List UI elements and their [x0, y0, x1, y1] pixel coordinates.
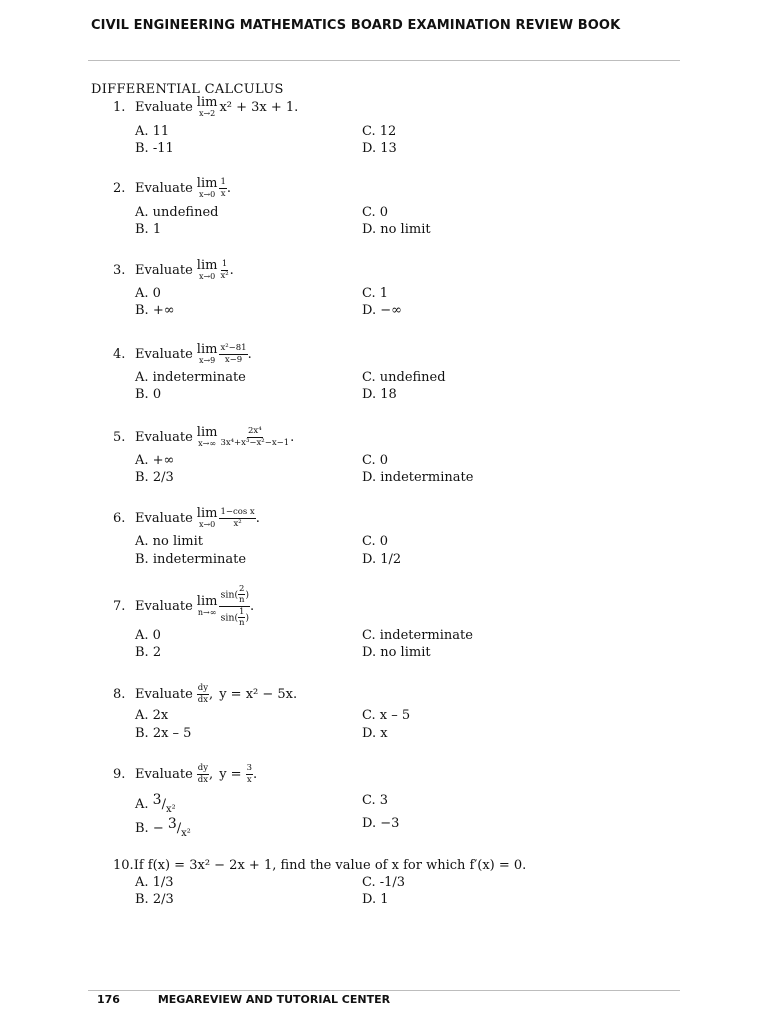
choice-a: A. indeterminate [135, 370, 246, 385]
choice-b: B. 2/3 [135, 470, 174, 485]
question-1 [113, 97, 298, 117]
fraction-denominator: x² [220, 270, 229, 281]
choice-prefix: A. [135, 797, 149, 812]
limit-approach: x→0 [198, 520, 216, 529]
choice-c: C. undefined [362, 370, 446, 385]
limit-word: lim [196, 425, 218, 440]
choice-a: A. undefined [135, 205, 219, 220]
choice-c: C. x – 5 [362, 708, 411, 723]
fraction-numerator: 1 [220, 177, 226, 187]
limit-operator [197, 343, 218, 365]
choice-b: B. 1 [135, 222, 162, 237]
choice-a: A. 0 [135, 628, 161, 643]
question-5 [113, 427, 294, 447]
slash: / [176, 821, 182, 836]
question-number: 2. [113, 180, 126, 196]
choice-c: C. 3 [362, 793, 389, 808]
fraction-numerator: x²−81 [220, 343, 247, 353]
choice-a: A. 11 [135, 124, 170, 139]
fraction [219, 344, 247, 364]
fraction-denominator: x [246, 774, 252, 785]
fraction-denominator: x [220, 188, 226, 199]
question-10 [113, 855, 526, 875]
fraction-numerator: 1 [221, 259, 228, 269]
question-tail: . [290, 429, 295, 445]
choice-a: A. 0 [135, 286, 161, 301]
fraction [246, 764, 253, 784]
fraction-denominator: x−9 [224, 354, 243, 365]
question-number: 1. [113, 99, 126, 115]
choice-b: B. -11 [135, 141, 174, 156]
question-number: 8. [113, 686, 126, 702]
question-number: 9. [113, 766, 126, 782]
choice-d: D. 1 [362, 892, 389, 907]
choice-b: B. 2/3 [135, 892, 174, 907]
choice-d: D. no limit [362, 222, 431, 237]
limit-word: lim [196, 342, 218, 357]
slash-fraction [168, 816, 191, 842]
question-8 [113, 684, 297, 704]
choice-d: D. 18 [362, 387, 397, 402]
question-3 [113, 260, 234, 280]
choice-b: B. 0 [135, 387, 162, 402]
question-number: 6. [113, 510, 126, 526]
slash-fraction [153, 792, 176, 818]
question-number: 7. [113, 598, 126, 614]
limit-operator [197, 177, 218, 199]
limit-operator [197, 426, 218, 448]
question-number: 5. [113, 429, 126, 445]
publisher-name: MEGAREVIEW AND TUTORIAL CENTER [157, 993, 391, 1006]
question-expression: y = [219, 766, 242, 782]
limit-word: lim [196, 176, 218, 191]
question-number: 3. [113, 262, 126, 278]
choice-b [135, 816, 191, 839]
footer-divider [88, 990, 680, 991]
choice-d: D. x [362, 726, 388, 741]
question-tail: . [250, 598, 255, 614]
question-expression: y = x² − 5x. [219, 686, 298, 702]
limit-approach: x→2 [198, 109, 216, 118]
choice-a: A. 1/3 [135, 875, 174, 890]
inner-fraction [238, 585, 245, 605]
question-number: 10. [113, 857, 134, 873]
fraction-numerator: 2x⁴ [248, 426, 262, 436]
question-lead: Evaluate [135, 346, 193, 362]
choice-a: A. +∞ [135, 453, 175, 468]
limit-word: lim [196, 594, 218, 609]
question-lead: Evaluate [135, 262, 193, 278]
choice-prefix: B. − [135, 821, 164, 836]
question-text: If f(x) = 3x² − 2x + 1, find the value of x for which f′(x) = 0. [133, 857, 527, 873]
question-lead: Evaluate [135, 766, 193, 782]
question-tail: . [226, 180, 232, 196]
derivative-fraction [197, 764, 209, 784]
limit-approach: x→0 [198, 272, 216, 281]
question-lead: Evaluate [135, 510, 193, 526]
choice-c: C. 1 [362, 286, 389, 301]
question-tail: . [255, 510, 260, 526]
limit-operator [197, 259, 218, 281]
question-lead: Evaluate [135, 598, 193, 614]
fraction-numerator: dy [197, 683, 209, 693]
inner-numerator: 2 [239, 583, 245, 594]
slash: / [161, 797, 166, 812]
limit-word: lim [196, 258, 218, 273]
limit-word: lim [196, 95, 218, 110]
limit-approach: x→9 [198, 356, 216, 365]
fraction [219, 178, 226, 198]
fraction-numerator: 1−cos x [220, 507, 255, 517]
question-lead: Evaluate [135, 686, 193, 702]
choice-a: A. no limit [135, 534, 204, 549]
choice-d: D. no limit [362, 645, 431, 660]
question-separator: , [209, 766, 214, 782]
question-tail: . [247, 346, 252, 362]
question-lead: Evaluate [135, 180, 193, 196]
book-title: CIVIL ENGINEERING MATHEMATICS BOARD EXAMINATION REVIEW BOOK [91, 18, 621, 33]
fraction-numerator: sin( $\frac{2}{n}$ ) [220, 583, 250, 605]
fraction [219, 585, 250, 628]
header-divider [88, 60, 680, 61]
inner-denominator: n [239, 618, 245, 628]
derivative-fraction [197, 684, 209, 704]
limit-operator [197, 507, 218, 529]
slash-numerator: 3 [152, 792, 162, 808]
question-7 [113, 583, 255, 628]
choice-c: C. 0 [362, 453, 389, 468]
limit-operator [197, 96, 218, 118]
inner-numerator: 1 [239, 606, 245, 617]
choice-b: B. +∞ [135, 303, 175, 318]
question-expression: x² + 3x + 1. [219, 99, 299, 115]
slash-numerator: 3 [167, 816, 177, 832]
choice-b: B. indeterminate [135, 552, 247, 567]
fraction [219, 508, 255, 528]
question-2 [113, 178, 231, 198]
limit-approach: n→∞ [197, 608, 217, 617]
slash-denominator: x² [181, 828, 191, 839]
fraction-numerator: 3 [246, 763, 252, 773]
page-footer [97, 993, 390, 1006]
limit-word: lim [196, 506, 218, 521]
sine-function: sin [220, 612, 235, 623]
choice-b: B. 2 [135, 645, 162, 660]
choice-c: C. 12 [362, 124, 397, 139]
question-tail: . [252, 766, 258, 782]
fraction-denominator: dx [197, 694, 209, 705]
fraction [219, 260, 229, 280]
sine-function: sin [220, 589, 235, 600]
choice-d: D. 13 [362, 141, 397, 156]
fraction-denominator: x² [233, 518, 242, 529]
question-tail: . [229, 262, 234, 278]
question-4 [113, 344, 252, 364]
question-separator: , [209, 686, 214, 702]
page-number: 176 [97, 993, 120, 1006]
fraction [219, 427, 290, 447]
question-lead: Evaluate [135, 99, 193, 115]
choice-d: D. −∞ [362, 303, 402, 318]
choice-c: C. 0 [362, 205, 389, 220]
choice-c: C. indeterminate [362, 628, 473, 643]
choice-c: C. -1/3 [362, 875, 406, 890]
inner-fraction [238, 608, 245, 628]
question-lead: Evaluate [135, 429, 193, 445]
section-title: DIFFERENTIAL CALCULUS [91, 82, 284, 97]
choice-d: D. −3 [362, 816, 400, 831]
choice-d: D. 1/2 [362, 552, 402, 567]
question-number: 4. [113, 346, 126, 362]
slash-denominator: x² [165, 804, 176, 815]
limit-approach: x→∞ [198, 439, 217, 448]
choice-d: D. indeterminate [362, 470, 474, 485]
question-6 [113, 508, 260, 528]
fraction-denominator: 3x⁴+x³−x²−x−1 [220, 437, 290, 448]
choice-a [135, 792, 176, 815]
limit-operator [197, 595, 218, 617]
inner-denominator: n [239, 595, 245, 605]
fraction-denominator: dx [197, 774, 209, 785]
choice-c: C. 0 [362, 534, 389, 549]
fraction-denominator: sin( $\frac{1}{n}$ ) [220, 606, 250, 628]
question-9 [113, 764, 257, 784]
fraction-numerator: dy [197, 763, 209, 773]
choice-a: A. 2x [135, 708, 169, 723]
choice-b: B. 2x – 5 [135, 726, 192, 741]
limit-approach: x→0 [198, 190, 216, 199]
